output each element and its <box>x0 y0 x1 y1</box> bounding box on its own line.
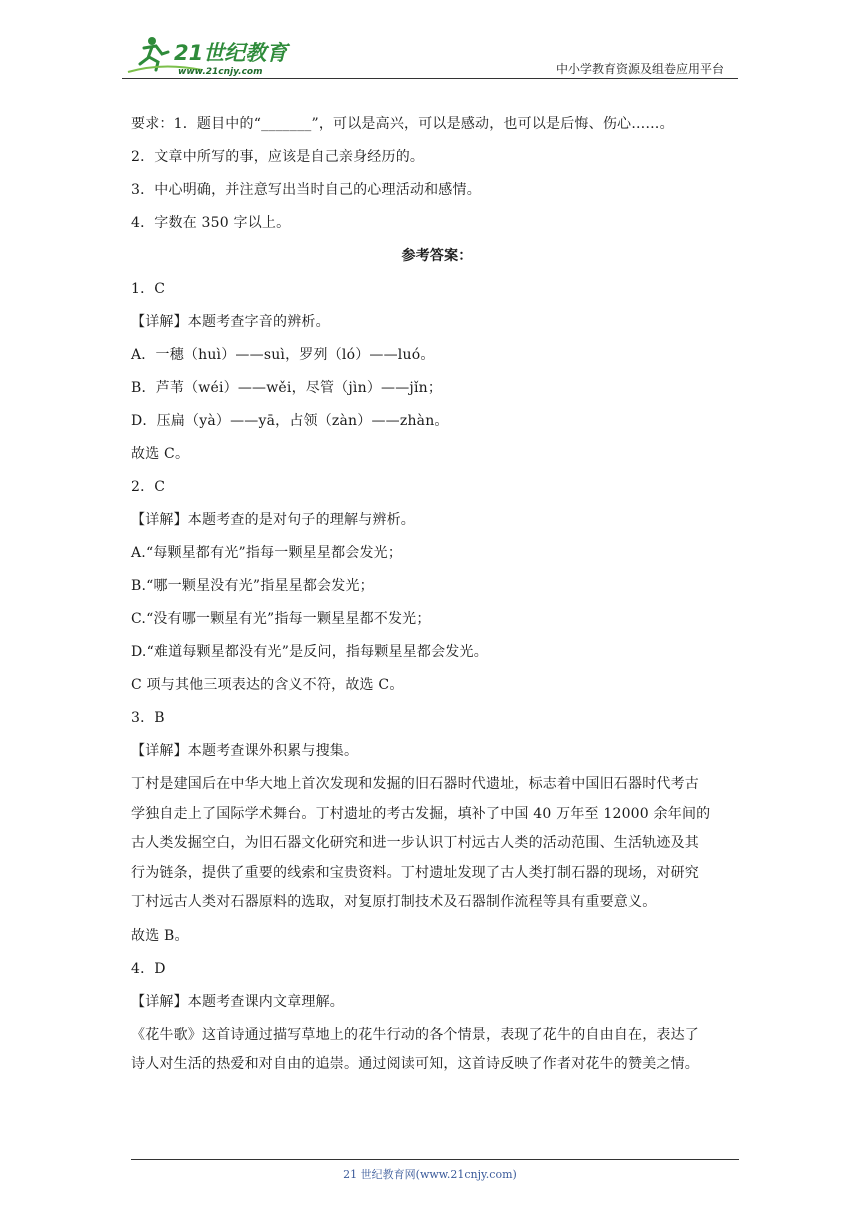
answer-3: 3．B <box>131 710 165 726</box>
answer-3-paragraph-line: 古人类发掘空白，为旧石器文化研究和进一步认识丁村远古人类的活动范围、生活轨迹及其 <box>131 835 699 851</box>
answer-3-paragraph-line: 行为链条，提供了重要的线索和宝贵资料。丁村遗址发现了古人类打制石器的现场，对研究 <box>131 864 699 881</box>
page-footer[interactable]: 21 世纪教育网(www.21cnjy.com) <box>343 1168 517 1181</box>
footer-divider <box>131 1159 739 1160</box>
header-divider <box>122 78 738 79</box>
answer-2-option-c: C.“没有哪一颗星有光”指每一颗星星都不发光； <box>131 611 431 627</box>
answer-3-paragraph-line: 丁村远古人类对石器原料的选取，对复原打制技术及石器制作流程等具有重要意义。 <box>131 894 657 910</box>
answer-1-option-b: B．芦苇（wéi）——wěi，尽管（jìn）——jǐn； <box>131 380 443 396</box>
answer-2: 2．C <box>131 479 166 495</box>
header-platform-text: 中小学教育资源及组卷应用平台 <box>555 62 724 76</box>
requirement-2: 2．文章中所写的事，应该是自己亲身经历的。 <box>131 149 425 165</box>
requirement-1: 要求：1．题目中的“_______”，可以是高兴，可以是感动，也可以是后悔、伤心……。 <box>131 116 674 132</box>
answer-3-conclusion: 故选 B。 <box>131 927 189 944</box>
answer-2-conclusion: C 项与其他三项表达的含义不符，故选 C。 <box>131 677 404 693</box>
answer-1-option-a: A．一穗（huì）——suì，罗列（ló）——luó。 <box>131 347 435 363</box>
answer-4-paragraph-line: 《花牛歌》这首诗通过描写草地上的花牛行动的各个情景，表现了花牛的自由自在，表达了 <box>131 1026 699 1043</box>
answer-4: 4．D <box>131 960 166 977</box>
answer-1-detail: 【详解】本题考查字音的辨析。 <box>131 314 330 330</box>
answer-2-option-d: D.“难道每颗星都没有光”是反问，指每颗星星都会发光。 <box>131 644 488 660</box>
logo <box>122 32 292 78</box>
answer-2-option-a: A.“每颗星都有光”指每一颗星星都会发光； <box>131 545 403 561</box>
document-body <box>131 108 743 1082</box>
answer-4-paragraph-line: 诗人对生活的热爱和对自由的追崇。通过阅读可知，这首诗反映了作者对花牛的赞美之情。 <box>131 1056 699 1072</box>
answers-heading: 参考答案： <box>401 248 473 264</box>
requirement-3: 3．中心明确，并注意写出当时自己的心理活动和感情。 <box>131 182 481 198</box>
answer-4-paragraph <box>131 1021 743 1080</box>
answer-2-detail: 【详解】本题考查的是对句子的理解与辨析。 <box>131 512 415 528</box>
answer-1-option-d: D．压扁（yà）——yā，占领（zàn）——zhàn。 <box>131 413 449 429</box>
answer-1: 1．C <box>131 281 166 297</box>
answer-2-option-b: B.“哪一颗星没有光”指星星都会发光； <box>131 578 374 594</box>
answer-3-paragraph-line: 学独自走上了国际学术舞台。丁村遗址的考古发掘，填补了中国 40 万年至 12000 余年间的 <box>131 805 711 822</box>
logo-url: www.21cnjy.com <box>178 67 263 77</box>
answer-3-paragraph-line: 丁村是建国后在中华大地上首次发现和发掘的旧石器时代遗址，标志着中国旧石器时代考古 <box>131 776 699 792</box>
page-header <box>122 30 738 80</box>
logo-text: 21世纪教育 <box>174 41 288 65</box>
requirement-4: 4．字数在 350 字以上。 <box>131 215 291 231</box>
answer-3-paragraph <box>131 770 743 918</box>
answer-3-detail: 【详解】本题考查课外积累与搜集。 <box>131 743 359 759</box>
answer-4-detail: 【详解】本题考查课内文章理解。 <box>131 993 344 1010</box>
answer-1-conclusion: 故选 C。 <box>131 446 190 462</box>
